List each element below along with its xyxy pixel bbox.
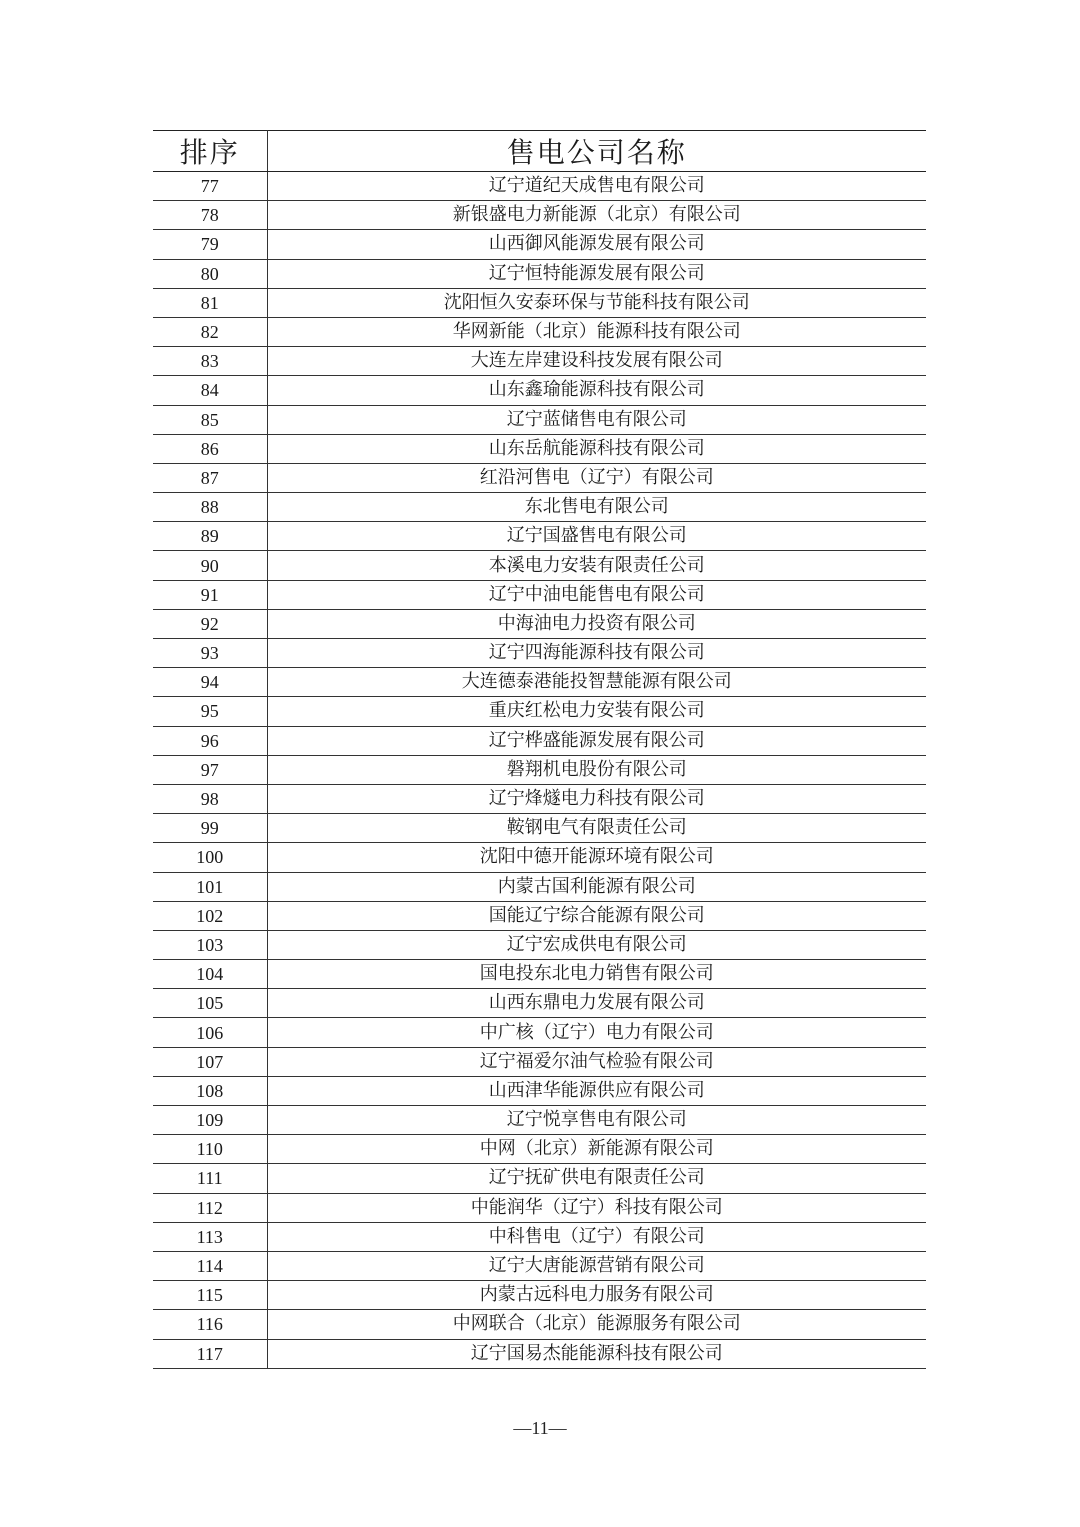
rank-cell: 93	[153, 639, 267, 668]
company-name-cell: 中网（北京）新能源有限公司	[267, 1135, 926, 1164]
rank-column-header: 排序	[153, 131, 267, 172]
rank-cell: 108	[153, 1076, 267, 1105]
company-name-cell: 内蒙古远科电力服务有限公司	[267, 1281, 926, 1310]
table-row	[153, 755, 926, 784]
rank-cell: 91	[153, 580, 267, 609]
rank-cell: 85	[153, 405, 267, 434]
table-row	[153, 201, 926, 230]
table-header	[153, 131, 926, 172]
company-name-cell: 辽宁恒特能源发展有限公司	[267, 259, 926, 288]
company-name-cell: 山西津华能源供应有限公司	[267, 1076, 926, 1105]
company-name-cell: 鞍钢电气有限责任公司	[267, 814, 926, 843]
company-name-cell: 大连左岸建设科技发展有限公司	[267, 347, 926, 376]
company-name-cell: 山西御风能源发展有限公司	[267, 230, 926, 259]
table-row	[153, 1135, 926, 1164]
rank-cell: 89	[153, 522, 267, 551]
company-name-cell: 国能辽宁综合能源有限公司	[267, 901, 926, 930]
company-name-cell: 沈阳中德开能源环境有限公司	[267, 843, 926, 872]
rank-cell: 111	[153, 1164, 267, 1193]
rank-cell: 114	[153, 1251, 267, 1280]
table-row	[153, 901, 926, 930]
table-row	[153, 1018, 926, 1047]
rank-cell: 83	[153, 347, 267, 376]
rank-cell: 90	[153, 551, 267, 580]
table-row	[153, 989, 926, 1018]
company-name-cell: 辽宁悦享售电有限公司	[267, 1106, 926, 1135]
rank-cell: 82	[153, 317, 267, 346]
rank-cell: 101	[153, 872, 267, 901]
company-name-cell: 辽宁道纪天成售电有限公司	[267, 172, 926, 201]
company-ranking-table-container	[153, 130, 926, 1369]
rank-cell: 98	[153, 784, 267, 813]
rank-cell: 79	[153, 230, 267, 259]
company-name-cell: 山西东鼎电力发展有限公司	[267, 989, 926, 1018]
company-name-cell: 辽宁宏成供电有限公司	[267, 930, 926, 959]
rank-cell: 81	[153, 288, 267, 317]
rank-cell: 92	[153, 609, 267, 638]
company-name-cell: 新银盛电力新能源（北京）有限公司	[267, 201, 926, 230]
table-row	[153, 230, 926, 259]
company-name-cell: 辽宁蓝储售电有限公司	[267, 405, 926, 434]
company-name-cell: 中科售电（辽宁）有限公司	[267, 1222, 926, 1251]
company-name-cell: 红沿河售电（辽宁）有限公司	[267, 463, 926, 492]
table-row	[153, 1076, 926, 1105]
company-name-cell: 辽宁大唐能源营销有限公司	[267, 1251, 926, 1280]
rank-cell: 104	[153, 960, 267, 989]
rank-cell: 88	[153, 493, 267, 522]
company-name-cell: 内蒙古国利能源有限公司	[267, 872, 926, 901]
company-name-cell: 磐翔机电股份有限公司	[267, 755, 926, 784]
rank-cell: 105	[153, 989, 267, 1018]
table-row	[153, 609, 926, 638]
table-row	[153, 1222, 926, 1251]
company-name-cell: 东北售电有限公司	[267, 493, 926, 522]
table-row	[153, 1281, 926, 1310]
table-row	[153, 1047, 926, 1076]
table-row	[153, 872, 926, 901]
company-ranking-table	[153, 130, 926, 1369]
rank-cell: 80	[153, 259, 267, 288]
rank-cell: 84	[153, 376, 267, 405]
company-name-cell: 辽宁中油电能售电有限公司	[267, 580, 926, 609]
table-row	[153, 668, 926, 697]
rank-cell: 96	[153, 726, 267, 755]
company-name-cell: 辽宁国盛售电有限公司	[267, 522, 926, 551]
company-name-cell: 辽宁国易杰能能源科技有限公司	[267, 1339, 926, 1368]
company-name-cell: 中海油电力投资有限公司	[267, 609, 926, 638]
table-row	[153, 814, 926, 843]
rank-cell: 110	[153, 1135, 267, 1164]
table-row	[153, 1339, 926, 1368]
table-row	[153, 259, 926, 288]
table-row	[153, 376, 926, 405]
company-name-column-header: 售电公司名称	[267, 131, 926, 172]
table-row	[153, 697, 926, 726]
company-name-cell: 辽宁四海能源科技有限公司	[267, 639, 926, 668]
rank-cell: 95	[153, 697, 267, 726]
table-header-row	[153, 131, 926, 172]
table-row	[153, 960, 926, 989]
table-row	[153, 551, 926, 580]
table-row	[153, 1193, 926, 1222]
rank-cell: 97	[153, 755, 267, 784]
rank-cell: 87	[153, 463, 267, 492]
table-row	[153, 347, 926, 376]
company-name-cell: 沈阳恒久安泰环保与节能科技有限公司	[267, 288, 926, 317]
table-row	[153, 930, 926, 959]
rank-cell: 107	[153, 1047, 267, 1076]
table-row	[153, 288, 926, 317]
rank-cell: 112	[153, 1193, 267, 1222]
table-row	[153, 1106, 926, 1135]
company-name-cell: 中能润华（辽宁）科技有限公司	[267, 1193, 926, 1222]
table-body	[153, 172, 926, 1369]
rank-cell: 100	[153, 843, 267, 872]
table-row	[153, 172, 926, 201]
company-name-cell: 中广核（辽宁）电力有限公司	[267, 1018, 926, 1047]
company-name-cell: 国电投东北电力销售有限公司	[267, 960, 926, 989]
table-row	[153, 1251, 926, 1280]
table-row	[153, 405, 926, 434]
company-name-cell: 中网联合（北京）能源服务有限公司	[267, 1310, 926, 1339]
table-row	[153, 580, 926, 609]
rank-cell: 102	[153, 901, 267, 930]
table-row	[153, 843, 926, 872]
company-name-cell: 辽宁抚矿供电有限责任公司	[267, 1164, 926, 1193]
table-row	[153, 522, 926, 551]
rank-cell: 103	[153, 930, 267, 959]
rank-cell: 77	[153, 172, 267, 201]
table-row	[153, 639, 926, 668]
rank-cell: 115	[153, 1281, 267, 1310]
table-row	[153, 493, 926, 522]
rank-cell: 94	[153, 668, 267, 697]
company-name-cell: 本溪电力安装有限责任公司	[267, 551, 926, 580]
table-row	[153, 1164, 926, 1193]
rank-cell: 116	[153, 1310, 267, 1339]
rank-cell: 78	[153, 201, 267, 230]
company-name-cell: 辽宁烽燧电力科技有限公司	[267, 784, 926, 813]
company-name-cell: 辽宁桦盛能源发展有限公司	[267, 726, 926, 755]
company-name-cell: 大连德泰港能投智慧能源有限公司	[267, 668, 926, 697]
company-name-cell: 重庆红松电力安装有限公司	[267, 697, 926, 726]
rank-cell: 117	[153, 1339, 267, 1368]
rank-cell: 106	[153, 1018, 267, 1047]
table-row	[153, 434, 926, 463]
table-row	[153, 1310, 926, 1339]
table-row	[153, 784, 926, 813]
table-row	[153, 463, 926, 492]
company-name-cell: 辽宁福爱尔油气检验有限公司	[267, 1047, 926, 1076]
company-name-cell: 山东岳航能源科技有限公司	[267, 434, 926, 463]
page-number: —11—	[513, 1418, 567, 1438]
rank-cell: 99	[153, 814, 267, 843]
rank-cell: 109	[153, 1106, 267, 1135]
company-name-cell: 华网新能（北京）能源科技有限公司	[267, 317, 926, 346]
company-name-cell: 山东鑫瑜能源科技有限公司	[267, 376, 926, 405]
rank-cell: 113	[153, 1222, 267, 1251]
table-row	[153, 726, 926, 755]
rank-cell: 86	[153, 434, 267, 463]
table-row	[153, 317, 926, 346]
